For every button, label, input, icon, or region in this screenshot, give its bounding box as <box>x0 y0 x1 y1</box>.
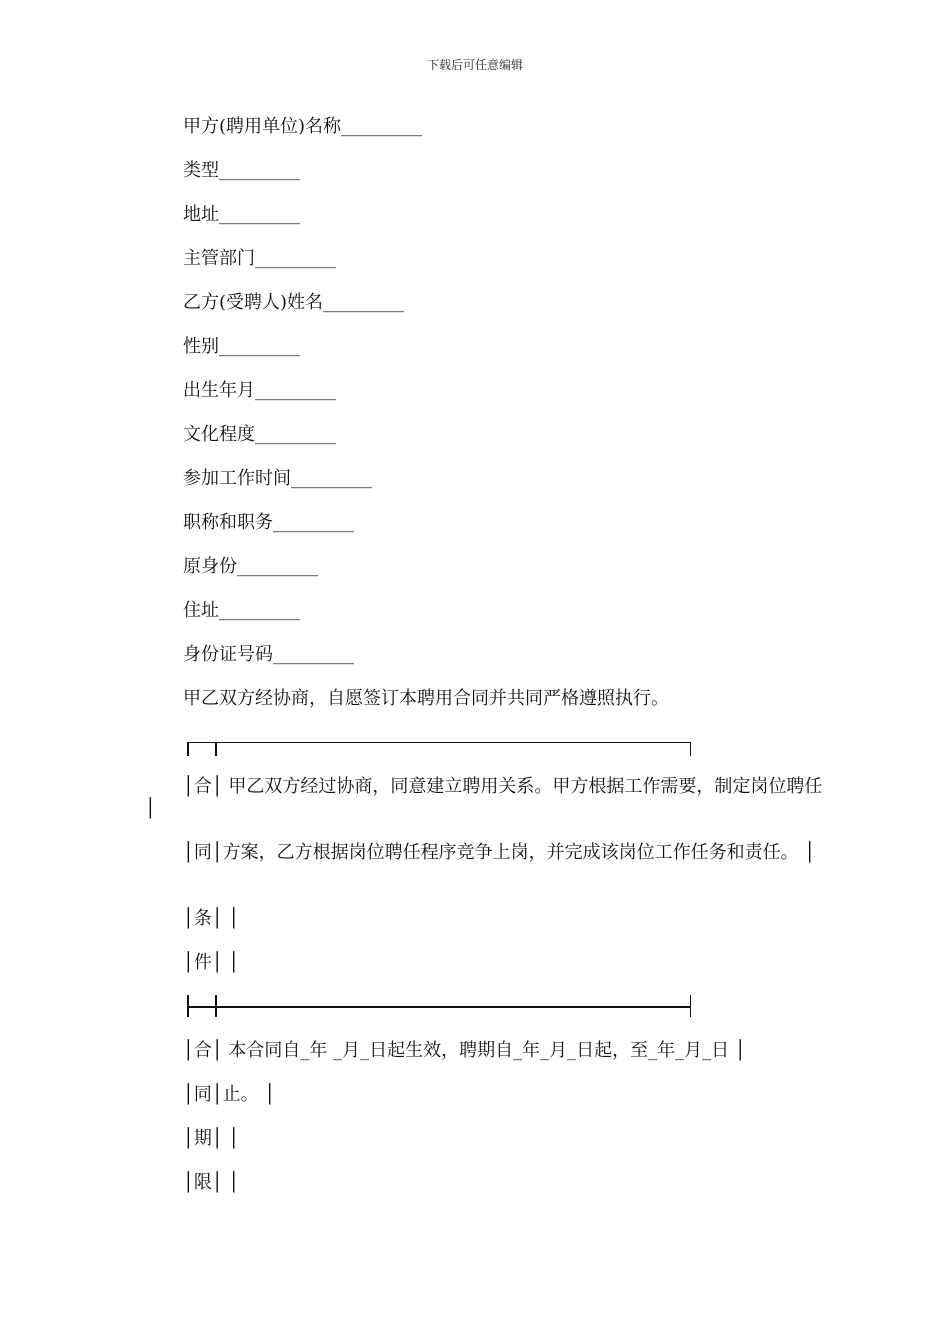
table2-row-4: │限│ │ <box>183 1172 240 1193</box>
table1-row-4: │件│ │ <box>183 952 240 973</box>
field-birth: 出生年月_________ <box>183 380 336 401</box>
field-residence: 住址_________ <box>183 600 300 621</box>
field-department: 主管部门_________ <box>183 248 336 269</box>
intro-text: 甲乙双方经协商，自愿签订本聘用合同并共同严格遵照执行。 <box>183 688 669 709</box>
table2-row-1: │合│ 本合同自_年 _月_日起生效，聘期自_年_月_日起，至_年_月_日 │ <box>183 1040 746 1061</box>
field-employee-name: 乙方(受聘人)姓名_________ <box>183 292 405 313</box>
field-title: 职称和职务_________ <box>183 512 354 533</box>
header-note: 下载后可任意编辑 <box>426 58 523 72</box>
field-work-start: 参加工作时间_________ <box>183 468 372 489</box>
table2-row-3: │期│ │ <box>183 1128 240 1149</box>
field-id-number: 身份证号码_________ <box>183 644 354 665</box>
table1-row-3: │条│ │ <box>183 908 240 929</box>
field-address: 地址_________ <box>183 204 300 225</box>
table-top-border <box>187 742 691 757</box>
table-mid-border <box>187 996 691 1018</box>
field-original-identity: 原身份_________ <box>183 556 318 577</box>
table2-row-2: │同│止。 │ <box>183 1084 276 1105</box>
field-employer-name: 甲方(聘用单位)名称_________ <box>183 116 423 137</box>
field-gender: 性别_________ <box>183 336 300 357</box>
field-type: 类型_________ <box>183 160 300 181</box>
field-education: 文化程度_________ <box>183 424 336 445</box>
table1-row-2: │同│方案，乙方根据岗位聘任程序竞争上岗，并完成该岗位工作任务和责任。 │ <box>183 842 816 863</box>
table1-row-1: │合│ 甲乙双方经过协商，同意建立聘用关系。甲方根据工作需要，制定岗位聘任│ <box>145 776 823 819</box>
